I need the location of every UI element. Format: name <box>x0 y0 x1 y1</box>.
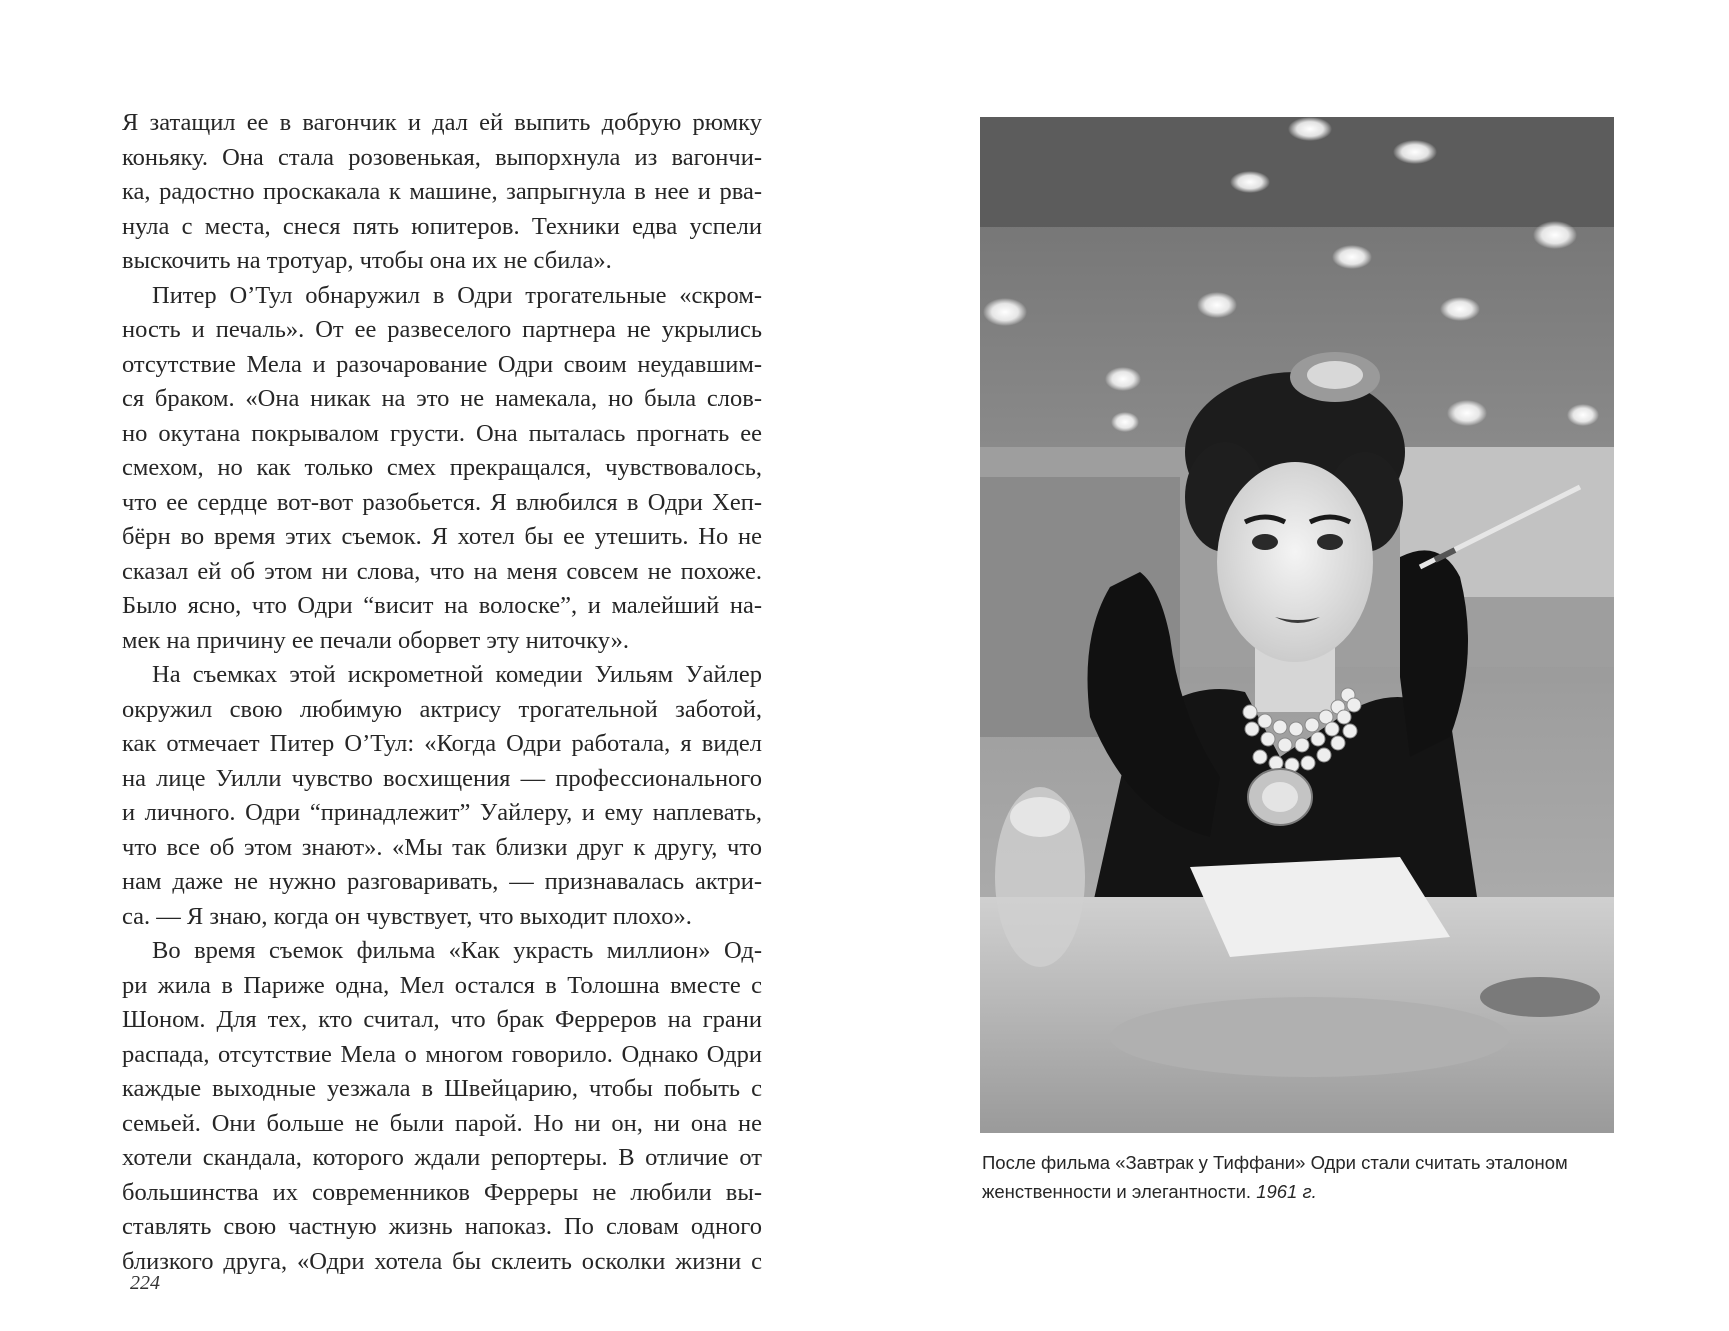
text-line: большинства их современников Ферреры не любили вы- <box>122 1178 762 1206</box>
text-line: что ее сердце вот-вот разобьется. Я влюбился в Одри Хеп- <box>122 488 762 516</box>
text-line: са. — Я знаю, когда он чувствует, что выходит плохо». <box>122 902 692 930</box>
page-number: 224 <box>130 1272 160 1294</box>
text-line: как отмечает Питер О’Тул: «Когда Одри работала, я видел <box>122 730 762 757</box>
text-line: что все об этом знают». «Мы так близки друг к другу, что <box>122 833 762 861</box>
text-line: окружил свою любимую актрису трогательной заботой, <box>122 695 762 723</box>
face <box>1217 462 1373 662</box>
text-line: смехом, но как только смех прекращался, чувствовалось, <box>122 454 762 481</box>
body-text <box>122 106 762 1279</box>
text-line: Было ясно, что Одри “висит на волоске”, и малейший на- <box>122 592 762 619</box>
text-line: на лице Уилли чувство восхищения — профессионального <box>122 764 762 792</box>
text-line: нам даже не нужно разговаривать, — признавалась актри- <box>122 868 762 895</box>
text-line: ри жила в Париже одна, Мел остался в Толошна вместе с <box>122 971 762 999</box>
text-line: нула с места, снеся пять юпитеров. Техники едва успели <box>122 212 762 240</box>
text-line: бёрн во время этих съемок. Я хотел бы ее утешить. Но не <box>122 523 762 550</box>
text-line: семьей. Они больше не были парой. Но ни он, ни она не <box>122 1109 762 1137</box>
text-line: распада, отсутствие Мела о многом говорило. Однако Одри <box>122 1040 762 1068</box>
text-line: На съемках этой искрометной комедии Уильям Уайлер <box>152 661 762 688</box>
text-line: Во время съемок фильма «Как украсть миллион» Од- <box>152 937 762 964</box>
text-line: коньяку. Она стала розовенькая, выпорхнула из вагончи- <box>122 143 762 171</box>
caption-year: 1961 г. <box>1256 1181 1317 1202</box>
photo-caption <box>982 1148 1622 1206</box>
photograph <box>980 117 1614 1133</box>
text-line: сказал ей об этом ни слова, что на меня совсем не похоже. <box>122 557 762 585</box>
text-line: но окутана покрывалом грусти. Она пыталась прогнать ее <box>122 419 762 447</box>
text-line: хотели скандала, которого ждали репортеры. В отличие от <box>122 1144 762 1171</box>
text-line: ность и печаль». От ее развеселого партнера не укрылись <box>122 316 762 343</box>
photograph-illustration <box>980 117 1614 1133</box>
text-line: каждые выходные уезжала в Швейцарию, чтобы побыть с <box>122 1075 762 1102</box>
text-line: Я затащил ее в вагончик и дал ей выпить добрую рюмку <box>122 109 762 136</box>
text-line: ка, радостно проскакала к машине, запрыгнула в нее и рва- <box>122 178 762 205</box>
text-line: выскочить на тротуар, чтобы она их не сбила». <box>122 247 612 274</box>
text-line: Шоном. Для тех, кто считал, что брак Ферреров на грани <box>122 1006 762 1033</box>
text-line: и личного. Одри “принадлежит” Уайлеру, и ему наплевать, <box>122 799 762 826</box>
text-line: мек на причину ее печали оборвет эту ниточку». <box>122 626 629 654</box>
text-line: Питер О’Тул обнаружил в Одри трогательные «скром- <box>152 281 762 309</box>
left-page <box>0 0 864 1331</box>
text-line: ставлять свою частную жизнь напоказ. По словам одного <box>122 1213 762 1240</box>
text-line: близкого друга, «Одри хотела бы склеить осколки жизни с <box>122 1247 762 1275</box>
text-line: отсутствие Мела и разочарование Одри своим неудавшим- <box>122 350 762 378</box>
caption-text: После фильма «Завтрак у Тиффани» Одри стали считать эталоном женственности и элегантности. <box>982 1152 1568 1202</box>
text-line: ся браком. «Она никак на это не намекала, но была слов- <box>122 385 762 412</box>
